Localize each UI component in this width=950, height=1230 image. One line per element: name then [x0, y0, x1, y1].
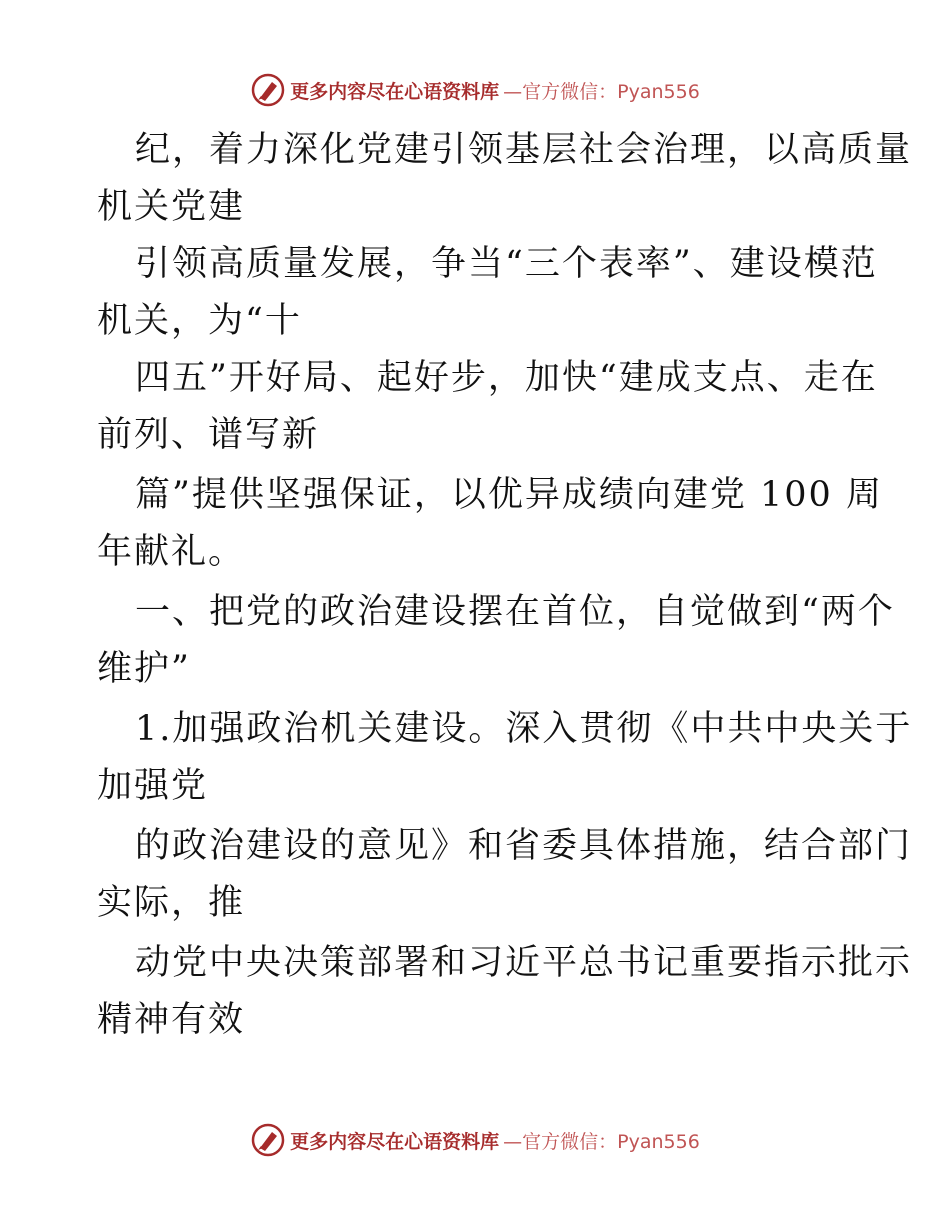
pen-nib-circle-icon	[250, 72, 286, 108]
pen-nib-circle-icon	[250, 1122, 286, 1158]
header-watermark	[0, 70, 950, 110]
text-line: 年献礼。	[97, 532, 246, 572]
watermark-brand: 更多内容尽在心语资料库	[290, 80, 500, 103]
text-line: 一、把党的政治建设摆在首位，自觉做到“两个	[135, 592, 895, 632]
text-line: 引领高质量发展，争当“三个表率”、建设模范	[135, 244, 878, 284]
text-line: 四五”开好局、起好步，加快“建成支点、走在	[135, 358, 878, 398]
text-line: 精神有效	[97, 1000, 246, 1040]
text-line: 机关党建	[97, 187, 246, 227]
text-line: 机关，为“十	[97, 301, 302, 341]
footer-watermark	[0, 1120, 950, 1160]
text-line: 加强党	[97, 766, 209, 806]
text-line: 前列、谱写新	[97, 415, 320, 455]
text-line: 篇”提供坚强保证，以优异成绩向建党 100 周	[135, 475, 883, 515]
text-line: 1.加强政治机关建设。深入贯彻《中共中央关于	[135, 709, 913, 749]
text-line: 纪，着力深化党建引领基层社会治理，以高质量	[135, 130, 913, 170]
text-line: 动党中央决策部署和习近平总书记重要指示批示	[135, 943, 913, 983]
watermark-contact: —官方微信：Pyan556	[503, 80, 700, 103]
text-line: 实际，推	[97, 883, 246, 923]
text-line: 的政治建设的意见》和省委具体措施，结合部门	[135, 826, 913, 866]
watermark-brand: 更多内容尽在心语资料库	[290, 1130, 500, 1153]
text-line: 维护”	[97, 649, 191, 689]
watermark-contact: —官方微信：Pyan556	[503, 1130, 700, 1153]
